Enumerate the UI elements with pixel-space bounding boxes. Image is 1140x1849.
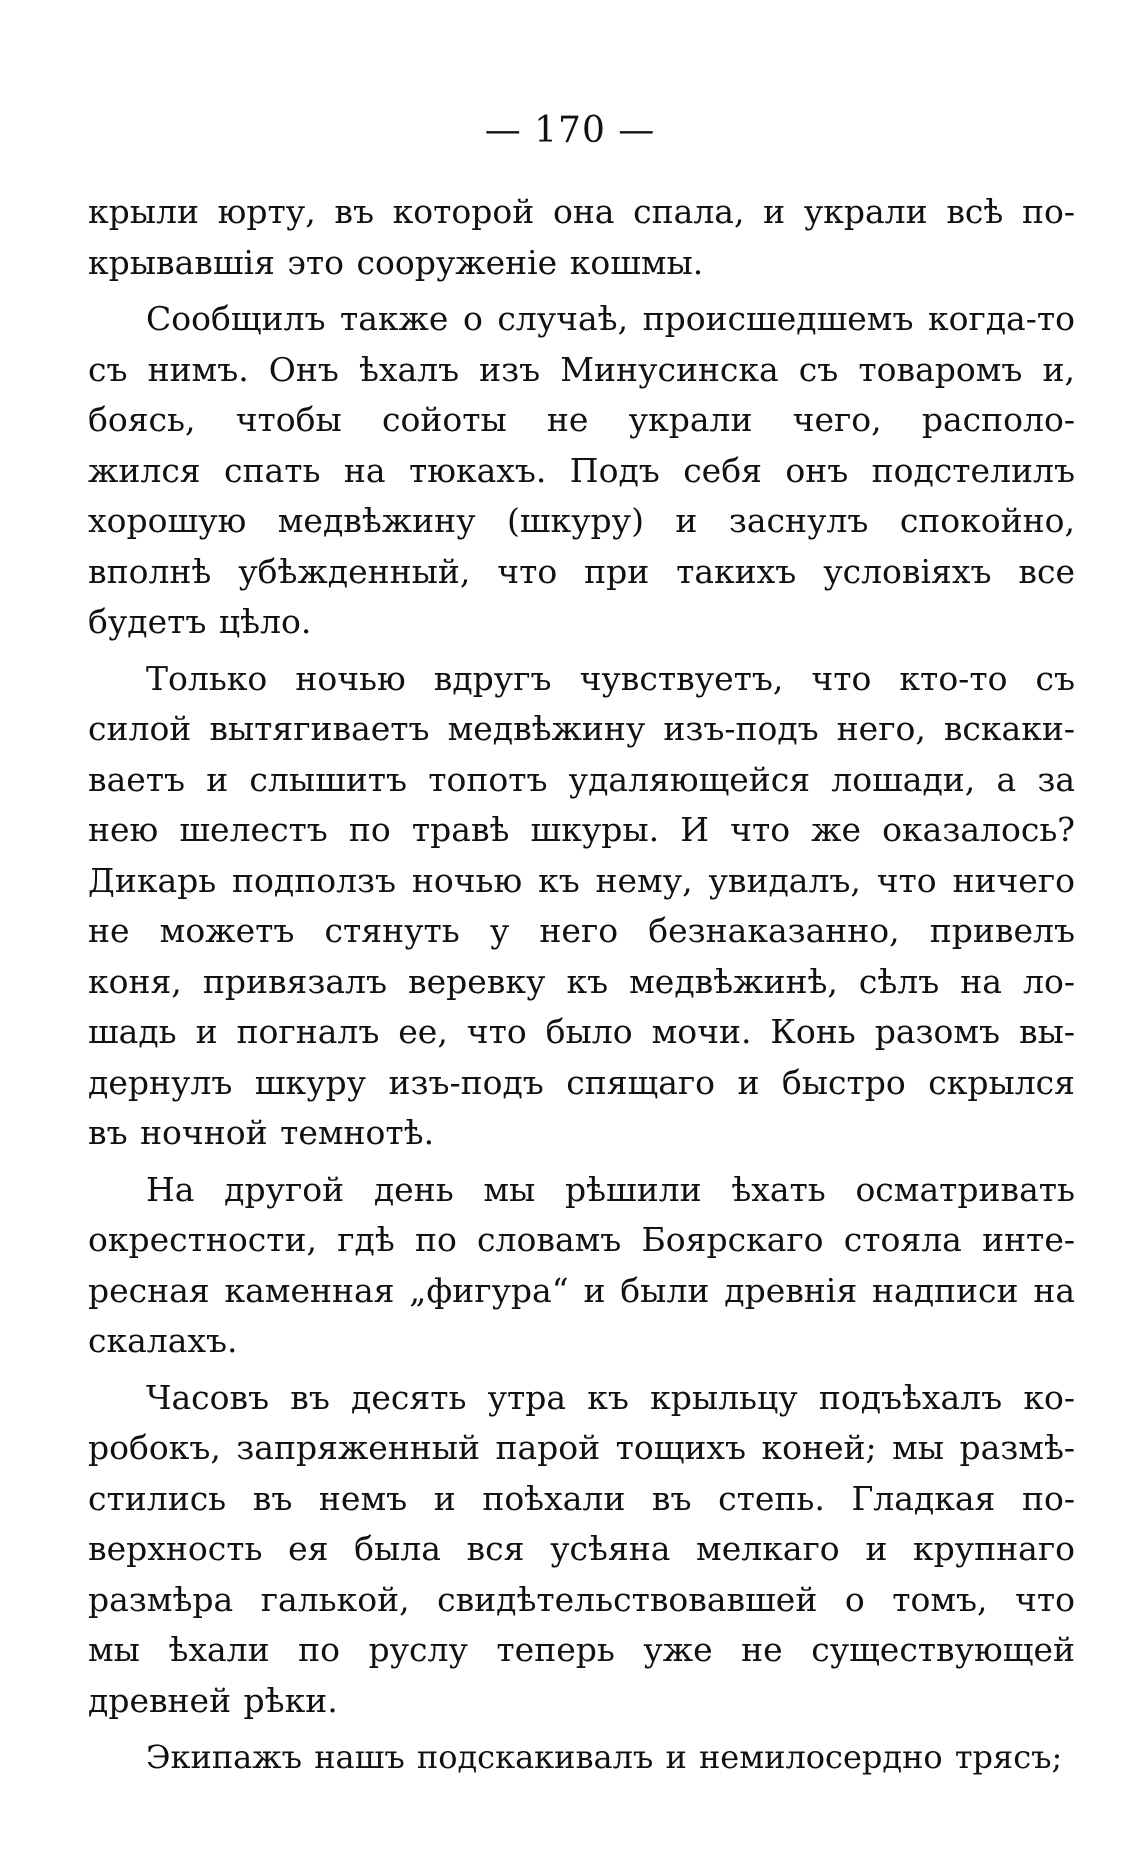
paragraph — [88, 1165, 1075, 1367]
text-line: дернулъ шкуру изъ-подъ спящаго и быстро скрылся — [88, 1062, 1075, 1102]
paragraph — [88, 294, 1075, 648]
text-line: будетъ цѣло. — [88, 602, 312, 641]
text-line: нею шелестъ по травѣ шкуры. И что же оказалось? — [88, 810, 1075, 849]
paragraph — [88, 1732, 1075, 1783]
body-text — [88, 187, 1075, 1783]
text-line: силой вытягиваетъ медвѣжину изъ-подъ него, вскаки- — [88, 709, 1075, 748]
text-line: жился спать на тюкахъ. Подъ себя онъ подстелилъ — [88, 450, 1075, 490]
text-line: съ нимъ. Онъ ѣхалъ изъ Минусинска съ товаромъ и, — [88, 349, 1075, 389]
text-line: стились въ немъ и поѣхали въ степь. Гладкая по- — [88, 1478, 1075, 1518]
text-line: скалахъ. — [88, 1321, 238, 1360]
paragraph — [88, 654, 1075, 1159]
text-line: въ ночной темнотѣ. — [88, 1113, 435, 1152]
text-line: крывавшія это сооруженіе кошмы. — [88, 242, 704, 282]
text-line: Сообщилъ также о случаѣ, происшедшемъ когда-то — [146, 299, 1075, 338]
text-line: не можетъ стянуть у него безнаказанно, привелъ — [88, 911, 1075, 950]
text-line: Часовъ въ десять утра къ крыльцу подъѣхалъ ко- — [146, 1377, 1075, 1417]
text-line: Дикарь подползъ ночью къ нему, увидалъ, что ничего — [88, 860, 1075, 900]
text-line: Экипажъ нашъ подскакивалъ и немилосердно трясъ; — [146, 1738, 1063, 1776]
text-line: ваетъ и слышитъ топотъ удаляющейся лошади, а за — [88, 759, 1075, 799]
text-line: мы ѣхали по руслу теперь уже не существующей — [88, 1630, 1075, 1669]
text-line: ресная каменная „фигура“ и были древнія надписи на — [88, 1270, 1075, 1310]
paragraph — [88, 187, 1075, 288]
page-number: — 170 — — [484, 110, 656, 151]
text-line: На другой день мы рѣшили ѣхать осматривать — [146, 1169, 1075, 1209]
text-line: вполнѣ убѣжденный, что при такихъ условіяхъ все — [88, 551, 1075, 591]
text-line: верхность ея была вся усѣяна мелкаго и крупнаго — [88, 1529, 1075, 1568]
text-line: коня, привязалъ веревку къ медвѣжинѣ, сѣлъ на ло- — [88, 961, 1075, 1001]
text-line: шадь и погналъ ее, что было мочи. Конь разомъ вы- — [88, 1012, 1075, 1051]
text-line: окрестности, гдѣ по словамъ Боярскаго стояла инте- — [88, 1220, 1075, 1259]
text-line: робокъ, запряженный парой тощихъ коней; мы размѣ- — [88, 1428, 1075, 1467]
text-line: крыли юрту, въ которой она спала, и украли всѣ по- — [88, 192, 1075, 231]
paragraph — [88, 1373, 1075, 1727]
text-line: Только ночью вдругъ чувствуетъ, что кто-то съ — [146, 658, 1075, 698]
text-line: размѣра галькой, свидѣтельствовавшей о томъ, что — [88, 1579, 1075, 1619]
text-line: боясь, чтобы сойоты не украли чего, располо- — [88, 400, 1075, 439]
text-line: древней рѣки. — [88, 1680, 338, 1720]
text-line: хорошую медвѣжину (шкуру) и заснулъ спокойно, — [88, 501, 1075, 540]
